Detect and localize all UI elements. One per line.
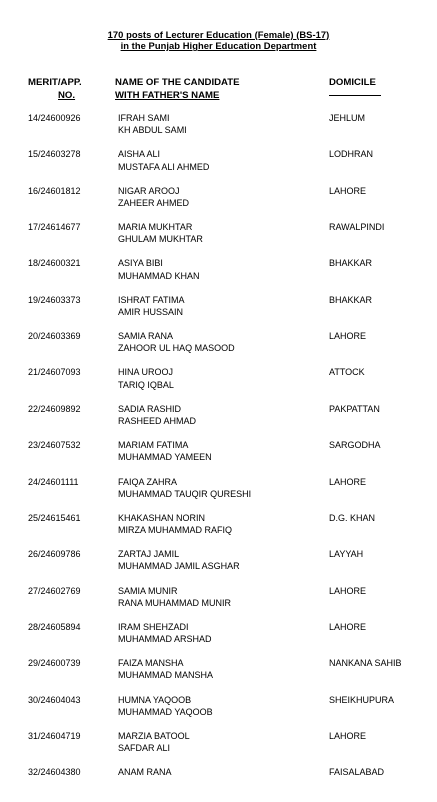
- domicile: JEHLUM: [329, 113, 366, 123]
- domicile: PAKPATTAN: [329, 403, 380, 414]
- candidate-name: SAMIA MUNIR: [118, 585, 178, 596]
- table-row: [0, 476, 437, 512]
- page-subtitle: in the Punjab Higher Education Department: [120, 40, 317, 51]
- column-header-merit-line2: NO.: [58, 90, 76, 101]
- father-name: RANA MUHAMMAD MUNIR: [118, 597, 232, 608]
- column-header-domicile-label: DOMICILE: [329, 77, 376, 88]
- merit-number: 19/24603373: [28, 294, 81, 305]
- table-row: [0, 621, 437, 657]
- merit-number: 30/24604043: [28, 694, 81, 705]
- domicile: SARGODHA: [329, 440, 381, 451]
- table-row: [0, 694, 437, 730]
- candidate-name: MARZIA BATOOL: [118, 730, 190, 741]
- merit-number: 22/24609892: [28, 403, 81, 414]
- father-name: MUHAMMAD JAMIL ASGHAR: [118, 561, 240, 572]
- column-header-domicile-underline: [329, 95, 381, 96]
- domicile: LAHORE: [329, 585, 367, 596]
- father-name: TARIQ IQBAL: [118, 379, 174, 390]
- father-name: MUHAMMAD YAQOOB: [118, 706, 213, 717]
- merit-number: 14/24600926: [28, 113, 81, 123]
- candidate-name: FAIQA ZAHRA: [118, 476, 178, 487]
- father-name: MUHAMMAD YAMEEN: [118, 452, 212, 463]
- table-row: [0, 330, 437, 366]
- table-row: [0, 185, 437, 221]
- column-header-name-line1: NAME OF THE CANDIDATE: [115, 77, 240, 88]
- merit-number: 23/24607532: [28, 440, 81, 451]
- merit-number: 25/24615461: [28, 512, 81, 523]
- father-name: AMIR HUSSAIN: [118, 306, 184, 317]
- father-name: MUHAMMAD MANSHA: [118, 670, 214, 681]
- column-header-name-line2: WITH FATHER'S NAME: [115, 90, 220, 101]
- domicile: LAHORE: [329, 331, 367, 342]
- candidate-name: SAMIA RANA: [118, 331, 174, 342]
- candidate-name: KHAKASHAN NORIN: [118, 512, 206, 523]
- candidate-name: ANAM RANA: [118, 767, 172, 778]
- domicile: NANKANA SAHIB: [329, 658, 402, 669]
- table-row: [0, 585, 437, 621]
- domicile: LAHORE: [329, 185, 367, 196]
- father-name: KH ABDUL SAMI: [118, 125, 187, 136]
- father-name: RASHEED AHMAD: [118, 415, 197, 426]
- father-name: MIRZA MUHAMMAD RAFIQ: [118, 525, 232, 536]
- table-row: [0, 112, 437, 148]
- domicile: LAYYAH: [329, 549, 364, 560]
- domicile: RAWALPINDI: [329, 222, 385, 233]
- father-name: GHULAM MUKHTAR: [118, 234, 203, 245]
- merit-number: 24/24601111: [28, 476, 79, 487]
- table-row: [0, 657, 437, 693]
- candidate-name: AISHA ALI: [118, 149, 161, 160]
- father-name: MUHAMMAD ARSHAD: [118, 634, 212, 645]
- table-row: [0, 257, 437, 293]
- domicile: BHAKKAR: [329, 258, 373, 269]
- merit-number: 18/24600321: [28, 258, 81, 269]
- father-name: MUHAMMAD KHAN: [118, 270, 200, 281]
- father-name: ZAHEER AHMED: [118, 197, 190, 208]
- merit-number: 15/24603278: [28, 149, 81, 160]
- candidate-name: NIGAR AROOJ: [118, 185, 180, 196]
- table-row: [0, 548, 437, 584]
- candidate-name: IFRAH SAMI: [118, 113, 170, 123]
- father-name: ZAHOOR UL HAQ MASOOD: [118, 343, 235, 354]
- domicile: LAHORE: [329, 621, 367, 632]
- candidate-name: HINA UROOJ: [118, 367, 174, 378]
- domicile: FAISALABAD: [329, 767, 385, 778]
- merit-number: 27/24602769: [28, 585, 81, 596]
- candidate-name: MARIA MUKHTAR: [118, 222, 193, 233]
- merit-number: 17/24614677: [28, 222, 81, 233]
- table-row: [0, 403, 437, 439]
- table-row: [0, 148, 437, 184]
- table-row: [0, 221, 437, 257]
- candidate-name: IRAM SHEHZADI: [118, 621, 189, 632]
- domicile: SHEIKHUPURA: [329, 694, 395, 705]
- column-header-domicile: [329, 76, 409, 96]
- candidate-name: FAIZA MANSHA: [118, 658, 184, 669]
- column-header-name: [115, 76, 295, 102]
- merit-number: 20/24603369: [28, 331, 81, 342]
- father-name: SAFDAR ALI: [118, 743, 171, 754]
- candidate-name: ZARTAJ JAMIL: [118, 549, 180, 560]
- table-row: [0, 512, 437, 548]
- candidate-name: SADIA RASHID: [118, 403, 182, 414]
- page-title: 170 posts of Lecturer Education (Female) (BS-17): [107, 29, 330, 40]
- candidate-name: HUMNA YAQOOB: [118, 694, 192, 705]
- column-header-merit-line1: MERIT/APP.: [28, 77, 82, 88]
- domicile: ATTOCK: [329, 367, 365, 378]
- domicile: LAHORE: [329, 476, 367, 487]
- table-row: [0, 366, 437, 402]
- domicile: BHAKKAR: [329, 294, 373, 305]
- table-row: [0, 766, 437, 802]
- candidate-name: ISHRAT FATIMA: [118, 294, 185, 305]
- domicile: LODHRAN: [329, 149, 374, 160]
- merit-number: 26/24609786: [28, 549, 81, 560]
- domicile: LAHORE: [329, 730, 367, 741]
- table-row: [0, 439, 437, 475]
- column-header-merit: [28, 76, 108, 102]
- table-row: [0, 294, 437, 330]
- candidate-name: ASIYA BIBI: [118, 258, 163, 269]
- father-name: MUSTAFA ALI AHMED: [118, 161, 210, 172]
- table-row: [0, 730, 437, 766]
- merit-number: 21/24607093: [28, 367, 81, 378]
- candidate-name: MARIAM FATIMA: [118, 440, 189, 451]
- merit-number: 31/24604719: [28, 730, 81, 741]
- merit-number: 29/24600739: [28, 658, 81, 669]
- domicile: D.G. KHAN: [329, 512, 376, 523]
- father-name: MUHAMMAD TAUQIR QURESHI: [118, 488, 252, 499]
- merit-number: 16/24601812: [28, 185, 81, 196]
- merit-number: 32/24604380: [28, 767, 81, 778]
- merit-number: 28/24605894: [28, 621, 81, 632]
